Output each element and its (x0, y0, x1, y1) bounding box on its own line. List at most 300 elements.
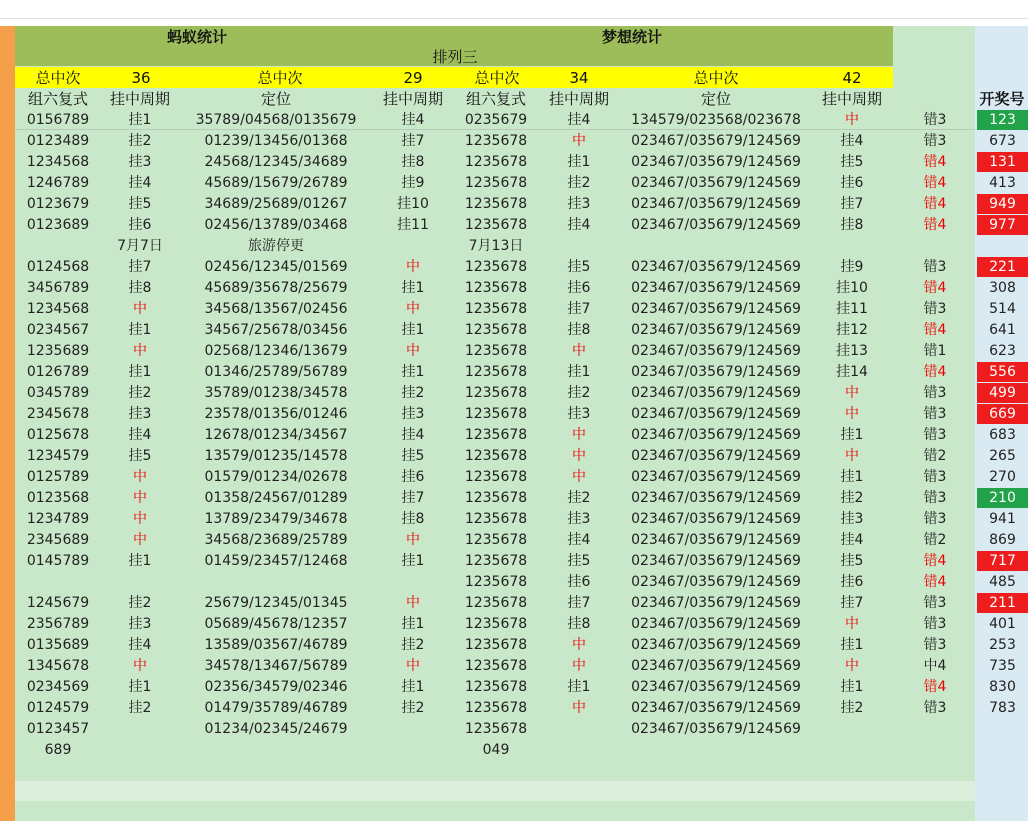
note-pause: 旅游停更 (248, 238, 304, 254)
cycle-right-2-cell: 挂5 (840, 154, 864, 170)
combo-left-cell: 0125678 (26, 427, 90, 443)
error-count-cell: 错3 (923, 133, 947, 149)
position-left-cell: 01479/35789/46789 (204, 700, 348, 716)
toolbar-strip (0, 0, 1028, 19)
cycle-left-cell: 挂2 (128, 133, 152, 149)
error-count-cell: 错4 (923, 154, 947, 170)
draw-number-cell: 949 (977, 194, 1028, 214)
draw-number-cell: 869 (989, 532, 1016, 548)
position-left-cell: 34578/13467/56789 (204, 658, 348, 674)
cycle-right-cell: 挂1 (567, 154, 591, 170)
cycle-left-cell: 挂4 (128, 637, 152, 653)
error-count-cell: 错3 (923, 595, 947, 611)
cycle-right-cell: 挂2 (567, 490, 591, 506)
cycle-left-2-cell: 挂7 (401, 490, 425, 506)
position-left-cell: 34689/25689/01267 (204, 196, 348, 212)
position-left-cell: 23578/01356/01246 (204, 406, 348, 422)
error-count-cell: 错3 (923, 700, 947, 716)
cycle-left-2-cell: 挂6 (401, 469, 425, 485)
position-left-cell: 25679/12345/01345 (204, 595, 348, 611)
position-right-cell: 023467/035679/124569 (631, 679, 801, 695)
draw-number-cell: 683 (989, 427, 1016, 443)
position-right-cell: 023467/035679/124569 (631, 196, 801, 212)
col-header-position-left: 定位 (260, 90, 292, 108)
cycle-right-2-cell: 挂6 (840, 175, 864, 191)
combo-left-cell: 0345789 (26, 385, 90, 401)
draw-number-cell: 673 (989, 133, 1016, 149)
error-count-cell: 错3 (923, 616, 947, 632)
combo-right-cell: 1235678 (464, 574, 528, 590)
cycle-right-2-cell: 挂2 (840, 490, 864, 506)
draw-number-cell: 210 (977, 488, 1028, 508)
cycle-left-cell: 挂3 (128, 616, 152, 632)
note-date-right: 7月13日 (468, 238, 524, 254)
draw-number-cell: 401 (989, 616, 1016, 632)
cycle-right-2-cell: 挂5 (840, 553, 864, 569)
position-right-cell: 023467/035679/124569 (631, 490, 801, 506)
cycle-right-2-cell: 挂3 (840, 511, 864, 527)
position-left-cell: 01234/02345/24679 (204, 721, 348, 737)
cycle-right-2-cell: 中 (845, 616, 859, 632)
cycle-right-2-cell: 中 (845, 406, 859, 422)
draw-number-cell: 211 (977, 593, 1028, 613)
error-count-cell: 错3 (923, 427, 947, 443)
position-right-cell: 023467/035679/124569 (631, 553, 801, 569)
cycle-left-cell: 挂4 (128, 427, 152, 443)
col-header-position-right: 定位 (700, 90, 732, 108)
combo-right-cell: 1235678 (464, 427, 528, 443)
draw-number-cell: 783 (989, 700, 1016, 716)
combo-left-cell: 0123489 (26, 133, 90, 149)
combo-left-cell: 1234568 (26, 301, 90, 317)
error-count-cell: 错2 (923, 532, 947, 548)
position-left-cell: 02456/12345/01569 (204, 259, 348, 275)
position-left-cell: 34568/13567/02456 (204, 301, 348, 317)
position-left-cell: 02568/12346/13679 (204, 343, 348, 359)
error-count-cell: 错2 (923, 448, 947, 464)
position-left-cell: 12678/01234/34567 (204, 427, 348, 443)
combo-right-cell: 1235678 (464, 259, 528, 275)
position-right-cell: 023467/035679/124569 (631, 616, 801, 632)
cycle-left-2-cell: 中 (406, 532, 420, 548)
error-count-cell: 错3 (923, 637, 947, 653)
error-count-cell: 错3 (923, 385, 947, 401)
cycle-right-cell: 挂5 (567, 553, 591, 569)
error-count-cell: 错1 (923, 343, 947, 359)
cycle-right-2-cell: 挂4 (840, 133, 864, 149)
combo-right-cell: 1235678 (464, 280, 528, 296)
position-left-cell: 35789/04568/0135679 (195, 112, 357, 128)
cycle-right-cell: 挂7 (567, 301, 591, 317)
position-left-cell: 01459/23457/12468 (204, 553, 348, 569)
cycle-left-cell: 中 (133, 343, 147, 359)
cycle-right-2-cell: 挂4 (840, 532, 864, 548)
position-right-cell: 023467/035679/124569 (631, 280, 801, 296)
combo-left-cell: 0234569 (26, 679, 90, 695)
draw-number-cell: 123 (977, 110, 1028, 130)
draw-number-cell: 265 (989, 448, 1016, 464)
error-count-cell: 错4 (923, 196, 947, 212)
position-left-cell: 24568/12345/34689 (204, 154, 348, 170)
cycle-right-2-cell: 挂1 (840, 679, 864, 695)
cycle-right-2-cell: 挂11 (836, 301, 868, 317)
cycle-right-2-cell: 挂9 (840, 259, 864, 275)
position-right-cell: 023467/035679/124569 (631, 511, 801, 527)
col-header-combo-left: 组六复式 (27, 90, 89, 108)
cycle-left-2-cell: 中 (406, 259, 420, 275)
combo-left-cell: 1234568 (26, 154, 90, 170)
draw-number-cell: 941 (989, 511, 1016, 527)
cycle-right-2-cell: 挂8 (840, 217, 864, 233)
draw-number-cell: 413 (989, 175, 1016, 191)
position-right-cell: 023467/035679/124569 (631, 385, 801, 401)
position-left-cell: 13579/01235/14578 (204, 448, 348, 464)
draw-number-cell: 717 (977, 551, 1028, 571)
cycle-right-2-cell: 挂6 (840, 574, 864, 590)
combo-right-cell: 1235678 (464, 553, 528, 569)
cycle-left-cell: 中 (133, 469, 147, 485)
cycle-right-2-cell: 中 (845, 658, 859, 674)
position-left-cell: 01358/24567/01289 (204, 490, 348, 506)
cycle-left-cell: 挂2 (128, 700, 152, 716)
combo-left-cell: 2345689 (26, 532, 90, 548)
position-right-cell: 023467/035679/124569 (631, 658, 801, 674)
position-right-cell: 023467/035679/124569 (631, 700, 801, 716)
draw-number-cell: 308 (989, 280, 1016, 296)
note-date-left: 7月7日 (117, 238, 163, 254)
combo-left-cell: 0145789 (26, 553, 90, 569)
combo-left-cell: 0123568 (26, 490, 90, 506)
cycle-right-cell: 挂2 (567, 175, 591, 191)
cycle-right-2-cell: 中 (845, 112, 859, 128)
cycle-left-2-cell: 挂7 (401, 133, 425, 149)
cycle-left-2-cell: 挂10 (397, 196, 429, 212)
cycle-left-cell: 挂1 (128, 112, 152, 128)
cycle-right-cell: 挂8 (567, 616, 591, 632)
position-left-cell: 34567/25678/03456 (204, 322, 348, 338)
cycle-right-cell: 挂6 (567, 574, 591, 590)
draw-number-cell: 514 (989, 301, 1016, 317)
cycle-left-cell: 挂1 (128, 322, 152, 338)
cycle-left-2-cell: 中 (406, 343, 420, 359)
cycle-right-2-cell: 挂10 (836, 280, 868, 296)
error-count-cell: 错4 (923, 175, 947, 191)
combo-left-cell: 0123689 (26, 217, 90, 233)
draw-number-cell: 669 (977, 404, 1028, 424)
combo-right-cell: 1235678 (464, 700, 528, 716)
right-total-value-2: 42 (842, 69, 862, 87)
right-section-title: 梦想统计 (601, 28, 663, 46)
combo-left-cell: 0123679 (26, 196, 90, 212)
combo-right-cell: 1235678 (464, 721, 528, 737)
cycle-left-cell: 挂2 (128, 385, 152, 401)
cycle-right-2-cell: 中 (845, 448, 859, 464)
cycle-right-cell: 中 (572, 448, 586, 464)
cycle-left-cell: 挂3 (128, 406, 152, 422)
cycle-left-2-cell: 挂9 (401, 175, 425, 191)
cycle-right-cell: 挂7 (567, 595, 591, 611)
cycle-right-2-cell: 中 (845, 385, 859, 401)
cycle-left-2-cell: 挂4 (401, 112, 425, 128)
cycle-right-cell: 中 (572, 427, 586, 443)
combo-left-cell: 1234789 (26, 511, 90, 527)
cycle-right-cell: 中 (572, 133, 586, 149)
position-right-cell: 023467/035679/124569 (631, 721, 801, 737)
combo-right-cell: 1235678 (464, 175, 528, 191)
combo-right-cell: 1235678 (464, 133, 528, 149)
combo-right-cell: 0235679 (464, 112, 528, 128)
combo-right-cell: 1235678 (464, 658, 528, 674)
right-total-label-1: 总中次 (474, 69, 520, 87)
position-right-cell: 023467/035679/124569 (631, 154, 801, 170)
cycle-left-2-cell: 挂1 (401, 679, 425, 695)
cycle-left-cell: 中 (133, 532, 147, 548)
combo-left-cell: 0156789 (26, 112, 90, 128)
right-total-label-2: 总中次 (693, 69, 739, 87)
cycle-left-2-cell: 挂4 (401, 427, 425, 443)
combo-right-cell: 1235678 (464, 595, 528, 611)
tail-left: 689 (44, 742, 72, 758)
draw-number-cell: 977 (977, 215, 1028, 235)
combo-left-cell: 1345678 (26, 658, 90, 674)
error-count-cell: 错3 (923, 259, 947, 275)
cycle-left-cell: 挂1 (128, 364, 152, 380)
error-count-cell: 错3 (923, 112, 947, 128)
position-right-cell: 023467/035679/124569 (631, 574, 801, 590)
error-count-cell: 错3 (923, 301, 947, 317)
cycle-left-cell: 挂7 (128, 259, 152, 275)
col-header-combo-right: 组六复式 (465, 90, 527, 108)
cycle-right-cell: 挂8 (567, 322, 591, 338)
center-title: 排列三 (432, 48, 478, 66)
error-count-cell: 错3 (923, 469, 947, 485)
cycle-left-cell: 挂5 (128, 448, 152, 464)
combo-right-cell: 1235678 (464, 532, 528, 548)
cycle-right-cell: 挂4 (567, 112, 591, 128)
cycle-right-cell: 挂5 (567, 259, 591, 275)
position-right-cell: 023467/035679/124569 (631, 469, 801, 485)
cycle-left-2-cell: 挂8 (401, 511, 425, 527)
cycle-right-2-cell: 挂14 (836, 364, 868, 380)
position-right-cell: 023467/035679/124569 (631, 322, 801, 338)
error-count-cell: 错4 (923, 364, 947, 380)
position-right-cell: 134579/023568/023678 (631, 112, 801, 128)
left-total-value-2: 29 (403, 69, 423, 87)
position-right-cell: 023467/035679/124569 (631, 217, 801, 233)
error-count-cell: 错4 (923, 553, 947, 569)
combo-left-cell: 1234579 (26, 448, 90, 464)
cycle-left-2-cell: 挂5 (401, 448, 425, 464)
position-left-cell: 45689/15679/26789 (204, 175, 348, 191)
cycle-right-2-cell: 挂13 (836, 343, 868, 359)
cycle-left-2-cell: 挂1 (401, 322, 425, 338)
position-left-cell: 01239/13456/01368 (204, 133, 348, 149)
cycle-right-cell: 挂3 (567, 511, 591, 527)
combo-right-cell: 1235678 (464, 385, 528, 401)
draw-number-cell: 556 (977, 362, 1028, 382)
position-left-cell: 02356/34579/02346 (204, 679, 348, 695)
error-count-cell: 错4 (923, 280, 947, 296)
cycle-left-cell: 挂8 (128, 280, 152, 296)
combo-left-cell: 1246789 (26, 175, 90, 191)
combo-right-cell: 1235678 (464, 616, 528, 632)
cycle-right-cell: 中 (572, 700, 586, 716)
position-right-cell: 023467/035679/124569 (631, 343, 801, 359)
cycle-left-2-cell: 挂1 (401, 364, 425, 380)
cycle-left-2-cell: 挂3 (401, 406, 425, 422)
position-left-cell: 13789/23479/34678 (204, 511, 348, 527)
error-count-cell: 错3 (923, 511, 947, 527)
combo-left-cell: 0126789 (26, 364, 90, 380)
error-count-cell: 错3 (923, 490, 947, 506)
combo-left-cell: 0123457 (26, 721, 90, 737)
position-left-cell: 02456/13789/03468 (204, 217, 348, 233)
draw-number-cell: 830 (989, 679, 1016, 695)
cycle-left-2-cell: 中 (406, 595, 420, 611)
cycle-left-2-cell: 挂2 (401, 700, 425, 716)
cycle-left-cell: 挂2 (128, 595, 152, 611)
position-right-cell: 023467/035679/124569 (631, 175, 801, 191)
position-right-cell: 023467/035679/124569 (631, 364, 801, 380)
cycle-left-2-cell: 中 (406, 301, 420, 317)
position-left-cell: 13589/03567/46789 (204, 637, 348, 653)
position-left-cell: 35789/01238/34578 (204, 385, 348, 401)
position-left-cell: 01579/01234/02678 (204, 469, 348, 485)
tail-right: 049 (482, 742, 510, 758)
cycle-right-cell: 挂4 (567, 532, 591, 548)
cycle-right-cell: 中 (572, 343, 586, 359)
cycle-right-cell: 中 (572, 469, 586, 485)
combo-left-cell: 0124568 (26, 259, 90, 275)
draw-number-cell: 623 (989, 343, 1016, 359)
cycle-right-cell: 挂2 (567, 385, 591, 401)
combo-right-cell: 1235678 (464, 637, 528, 653)
cycle-left-cell: 挂1 (128, 553, 152, 569)
combo-right-cell: 1235678 (464, 196, 528, 212)
position-right-cell: 023467/035679/124569 (631, 301, 801, 317)
draw-number-cell: 131 (977, 152, 1028, 172)
cycle-right-cell: 中 (572, 658, 586, 674)
combo-left-cell: 2345678 (26, 406, 90, 422)
cycle-left-2-cell: 挂1 (401, 553, 425, 569)
combo-right-cell: 1235678 (464, 511, 528, 527)
left-total-label-1: 总中次 (35, 69, 81, 87)
cycle-right-cell: 挂4 (567, 217, 591, 233)
error-count-cell: 错3 (923, 406, 947, 422)
combo-right-cell: 1235678 (464, 343, 528, 359)
left-section-title: 蚂蚁统计 (166, 28, 228, 46)
draw-number-cell: 253 (989, 637, 1016, 653)
error-count-cell: 错4 (923, 679, 947, 695)
error-count-cell: 错4 (923, 217, 947, 233)
position-right-cell: 023467/035679/124569 (631, 637, 801, 653)
right-total-value-1: 34 (569, 69, 589, 87)
combo-left-cell: 1235689 (26, 343, 90, 359)
col-header-cycle-right-2: 挂中周期 (821, 90, 883, 108)
combo-right-cell: 1235678 (464, 154, 528, 170)
position-left-cell: 05689/45678/12357 (204, 616, 348, 632)
left-total-value-1: 36 (131, 69, 151, 87)
cycle-right-2-cell: 挂12 (836, 322, 868, 338)
combo-right-cell: 1235678 (464, 217, 528, 233)
cycle-left-2-cell: 中 (406, 658, 420, 674)
combo-right-cell: 1235678 (464, 322, 528, 338)
cycle-left-cell: 挂1 (128, 679, 152, 695)
combo-left-cell: 0125789 (26, 469, 90, 485)
position-right-cell: 023467/035679/124569 (631, 259, 801, 275)
position-right-cell: 023467/035679/124569 (631, 406, 801, 422)
combo-right-cell: 1235678 (464, 490, 528, 506)
cycle-left-2-cell: 挂2 (401, 385, 425, 401)
position-right-cell: 023467/035679/124569 (631, 133, 801, 149)
cycle-left-cell: 中 (133, 658, 147, 674)
cycle-left-cell: 挂4 (128, 175, 152, 191)
cycle-left-2-cell: 挂11 (397, 217, 429, 233)
col-header-cycle-left: 挂中周期 (109, 90, 171, 108)
cycle-right-cell: 挂3 (567, 196, 591, 212)
cycle-right-2-cell: 挂2 (840, 700, 864, 716)
cycle-left-2-cell: 挂1 (401, 280, 425, 296)
error-count-cell: 中4 (923, 658, 947, 674)
combo-right-cell: 1235678 (464, 448, 528, 464)
cycle-right-2-cell: 挂1 (840, 637, 864, 653)
position-left-cell: 01346/25789/56789 (204, 364, 348, 380)
draw-number-cell: 735 (989, 658, 1016, 674)
cycle-right-cell: 挂1 (567, 679, 591, 695)
combo-right-cell: 1235678 (464, 679, 528, 695)
cycle-right-cell: 中 (572, 637, 586, 653)
cycle-right-2-cell: 挂7 (840, 595, 864, 611)
left-total-label-2: 总中次 (257, 69, 303, 87)
combo-left-cell: 0135689 (26, 637, 90, 653)
cycle-left-cell: 挂5 (128, 196, 152, 212)
cycle-right-cell: 挂3 (567, 406, 591, 422)
row-header-strip (0, 26, 15, 821)
position-left-cell: 45689/35678/25679 (204, 280, 348, 296)
bottom-blank-row (15, 781, 975, 801)
cycle-left-2-cell: 挂8 (401, 154, 425, 170)
cycle-right-2-cell: 挂1 (840, 427, 864, 443)
draw-number-cell: 221 (977, 257, 1028, 277)
combo-right-cell: 1235678 (464, 364, 528, 380)
position-right-cell: 023467/035679/124569 (631, 448, 801, 464)
cycle-left-cell: 中 (133, 511, 147, 527)
position-right-cell: 023467/035679/124569 (631, 427, 801, 443)
cycle-right-2-cell: 挂7 (840, 196, 864, 212)
col-header-cycle-right: 挂中周期 (548, 90, 610, 108)
cycle-right-cell: 挂6 (567, 280, 591, 296)
error-count-cell: 错4 (923, 322, 947, 338)
cycle-left-cell: 挂6 (128, 217, 152, 233)
cycle-left-2-cell: 挂1 (401, 616, 425, 632)
cycle-left-cell: 挂3 (128, 154, 152, 170)
combo-right-cell: 1235678 (464, 406, 528, 422)
combo-left-cell: 3456789 (26, 280, 90, 296)
col-header-cycle-left-2: 挂中周期 (382, 90, 444, 108)
combo-right-cell: 1235678 (464, 469, 528, 485)
draw-number-cell: 485 (989, 574, 1016, 590)
cycle-left-cell: 中 (133, 490, 147, 506)
position-left-cell: 34568/23689/25789 (204, 532, 348, 548)
cycle-right-cell: 挂1 (567, 364, 591, 380)
combo-left-cell: 0124579 (26, 700, 90, 716)
cycle-left-cell: 中 (133, 301, 147, 317)
combo-right-cell: 1235678 (464, 301, 528, 317)
cycle-right-2-cell: 挂1 (840, 469, 864, 485)
combo-left-cell: 1245679 (26, 595, 90, 611)
draw-number-cell: 270 (989, 469, 1016, 485)
draw-number-cell: 499 (977, 383, 1028, 403)
